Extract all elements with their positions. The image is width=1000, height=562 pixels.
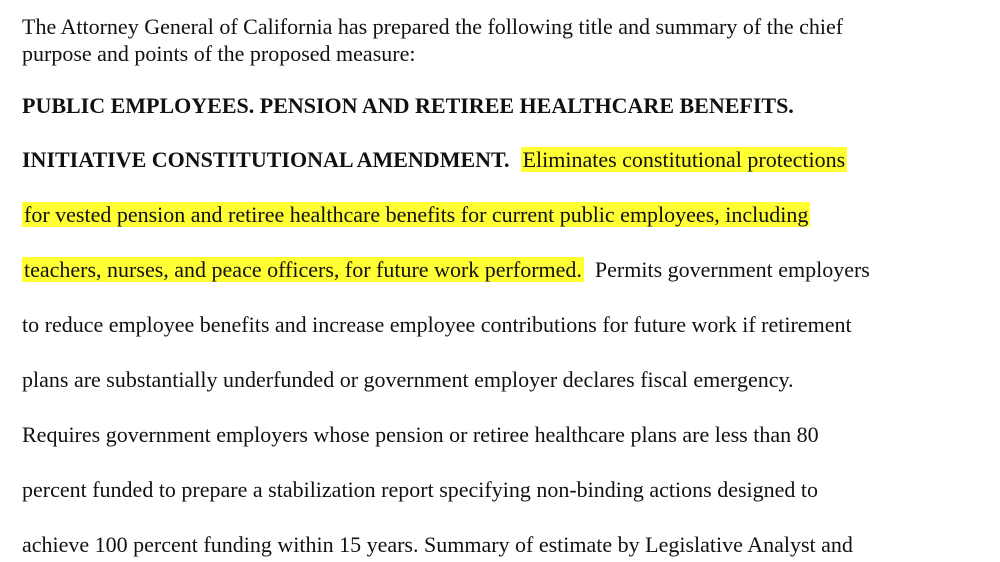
- summary-line-1: [22, 145, 847, 175]
- intro-line-2: purpose and points of the proposed measure:: [22, 41, 416, 66]
- summary-line-8: achieve 100 percent funding within 15 years. Summary of estimate by Legislative Analyst and: [22, 532, 853, 557]
- highlighted-text-3: teachers, nurses, and peace officers, for future work performed.: [24, 257, 582, 282]
- summary-line-7: percent funded to prepare a stabilization report specifying non-binding actions designed to: [22, 477, 819, 502]
- intro-paragraph: [22, 13, 982, 67]
- intro-line-1: The Attorney General of California has prepared the following title and summary of the chief: [22, 14, 844, 39]
- summary-line-6: Requires government employers whose pension or retiree healthcare plans are less than 80: [22, 422, 819, 447]
- summary-line-5: plans are substantially underfunded or government employer declares fiscal emergency.: [22, 367, 794, 392]
- summary-line-4: to reduce employee benefits and increase employee contributions for future work if retirement: [22, 312, 852, 337]
- measure-title: PUBLIC EMPLOYEES. PENSION AND RETIREE HEALTHCARE BENEFITS.: [22, 93, 794, 118]
- amendment-label: INITIATIVE CONSTITUTIONAL AMENDMENT.: [22, 147, 510, 172]
- summary-line-2: [22, 200, 810, 230]
- summary-line-3: [22, 255, 870, 285]
- highlighted-text-1: Eliminates constitutional protections: [522, 147, 846, 172]
- summary-line-3-rest: Permits government employers: [594, 257, 870, 282]
- highlighted-text-2: for vested pension and retiree healthcare benefits for current public employees, including: [24, 202, 809, 227]
